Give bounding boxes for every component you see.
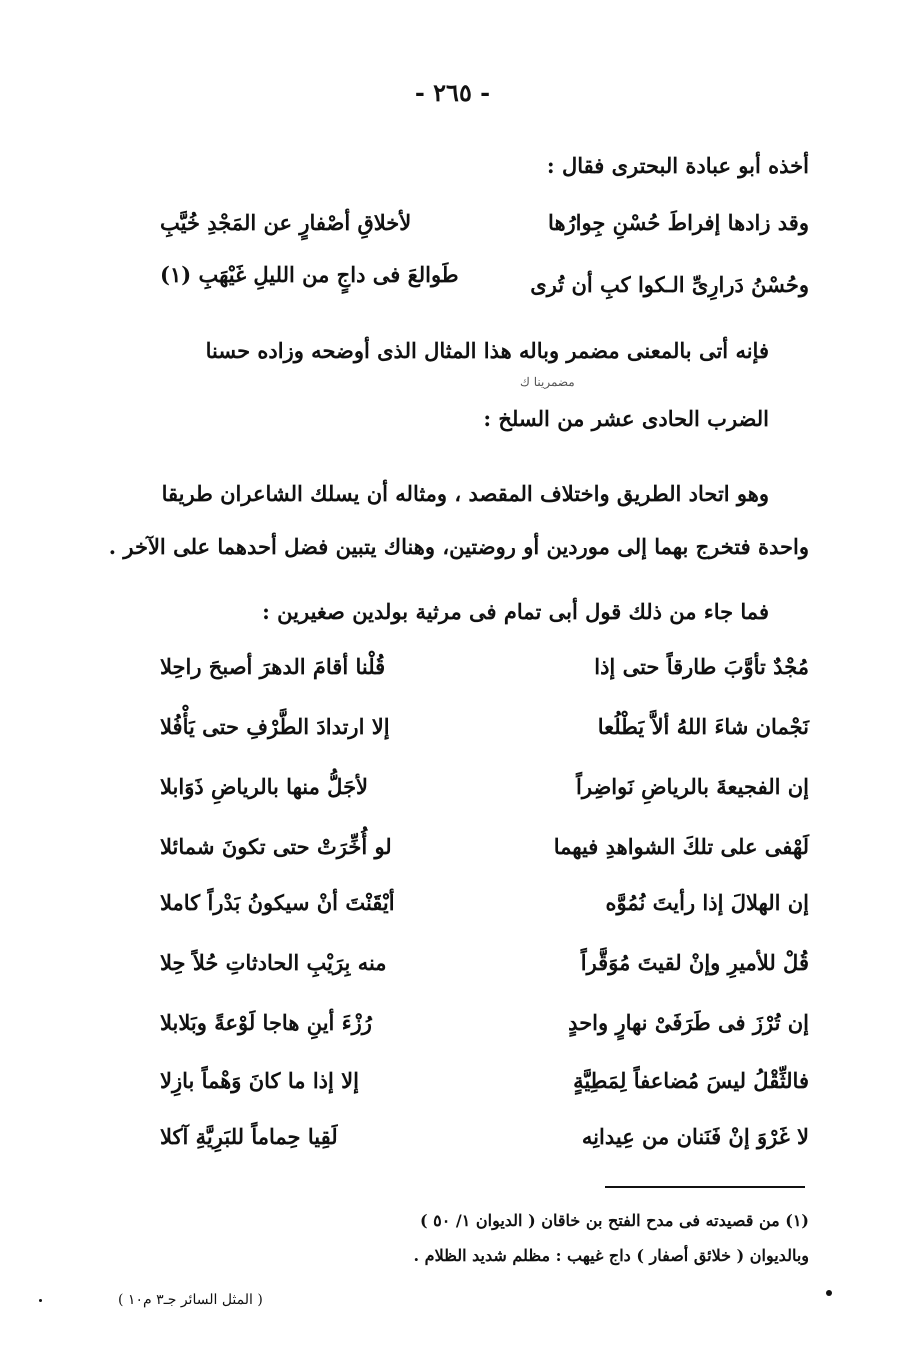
poem2-verse-1-second-half: قُلْنا أقامَ الدهرَ أصبحَ راحِلا <box>160 654 386 679</box>
poem2-verse-3-first-half: إن الفجيعةَ بالرياضِ نَواضِراً <box>576 774 809 799</box>
poem2-verse-7-second-half: رُزْءَ أينِ هاجا لَوْعةً وبَلابلا <box>160 1010 372 1035</box>
footnote-rule <box>605 1186 805 1188</box>
paragraph-2: فما جاء من ذلك قول أبى تمام فى مرثية بولدين صغيرين : <box>262 599 769 624</box>
poem2-verse-9-first-half: لا غَرْوَ إنْ فَنَنان من عِيدانِه <box>581 1124 809 1149</box>
poem2-verse-4-second-half: لو أُخِّرَتْ حتى تكونَ شمائلا <box>160 834 392 859</box>
handwritten-margin-note: مضمرينا ك <box>520 375 575 389</box>
poem2-verse-7-first-half: إن تُرْزَ فى طَرَفَىْ نهارٍ واحدٍ <box>568 1010 809 1035</box>
poem1-verse-2-second-half: طَوالعَ فى داجٍ من الليلِ غَيْهَبِ (١) <box>160 262 459 287</box>
poem1-verse-1-second-half: لأخلاقِ أصْفارٍ عن المَجْدِ خُيَّبِ <box>160 210 412 235</box>
poem2-verse-2-first-half: نَجْمان شاءَ اللهُ ألاَّ يَطْلُعا <box>597 714 809 739</box>
signature-mark: ( المثل السائر جـ٣ م١٠ ) <box>118 1292 263 1308</box>
poem2-verse-5-second-half: أيْقَنْتَ أنْ سيكونُ بَدْراً كاملا <box>160 890 395 915</box>
poem2-verse-9-second-half: لَقِيا حِماماً للبَرِيَّةِ آكلا <box>160 1124 338 1149</box>
footnote-line-2: وبالديوان ( خلائق أصفار ) داج غيهب : مظلم شديد الظلام . <box>413 1246 809 1265</box>
page-dot-mark <box>826 1290 832 1296</box>
paragraph-1-line-2: واحدة فتخرج بهما إلى موردين أو روضتين، وهناك يتبين فضل أحدهما على الآخر . <box>108 534 809 559</box>
poem2-verse-6-first-half: قُلْ للأميرِ وإنْ لقيتَ مُوَقَّراً <box>580 950 809 975</box>
poem2-verse-4-first-half: لَهْفى على تلكَ الشواهدِ فيهما <box>553 834 809 859</box>
poem1-verse-2-first-half: وحُسْنُ دَرارِىِّ الـكوا كبِ أن تُرى <box>530 272 809 297</box>
intro-line: أخذه أبو عبادة البحترى فقال : <box>546 153 809 178</box>
page-dot-mark <box>39 1299 42 1302</box>
poem2-verse-5-first-half: إن الهلالَ إذا رأيتَ نُمُوَّه <box>605 890 809 915</box>
poem1-verse-1-first-half: وقد زادها إفراطَ حُسْنِ جِوارُها <box>548 210 809 235</box>
poem2-verse-8-first-half: فالثِّقْلُ ليسَ مُضاعفاً لِمَطِيَّةٍ <box>573 1068 809 1093</box>
poem2-verse-3-second-half: لأجَلُّ منها بالرياضِ ذَوَابلا <box>160 774 369 799</box>
section-heading: الضرب الحادى عشر من السلخ : <box>483 406 769 431</box>
commentary-line: فإنه أتى بالمعنى مضمر وباله هذا المثال الذى أوضحه وزاده حسنا <box>205 338 769 363</box>
paragraph-1-line-1: وهو اتحاد الطريق واختلاف المقصد ، ومثاله أن يسلك الشاعران طريقا <box>161 481 769 506</box>
poem2-verse-2-second-half: إلا ارتدادَ الطَّرْفِ حتى يَأْفُلا <box>160 714 390 739</box>
footnote-line-1: (١) من قصيدته فى مدح الفتح بن خاقان ( الديوان ١/ ٥٠ ) <box>419 1211 809 1230</box>
page-number: - ٢٦٥ - <box>414 78 491 107</box>
poem2-verse-8-second-half: إلا إذا ما كانَ وَهْماً بازِلا <box>160 1068 359 1093</box>
poem2-verse-6-second-half: منه بِرَيْبِ الحادثاتِ حُلاً حِلا <box>160 950 387 975</box>
poem2-verse-1-first-half: مُجْدٌ تأوَّبَ طارقاً حتى إذا <box>594 654 809 679</box>
